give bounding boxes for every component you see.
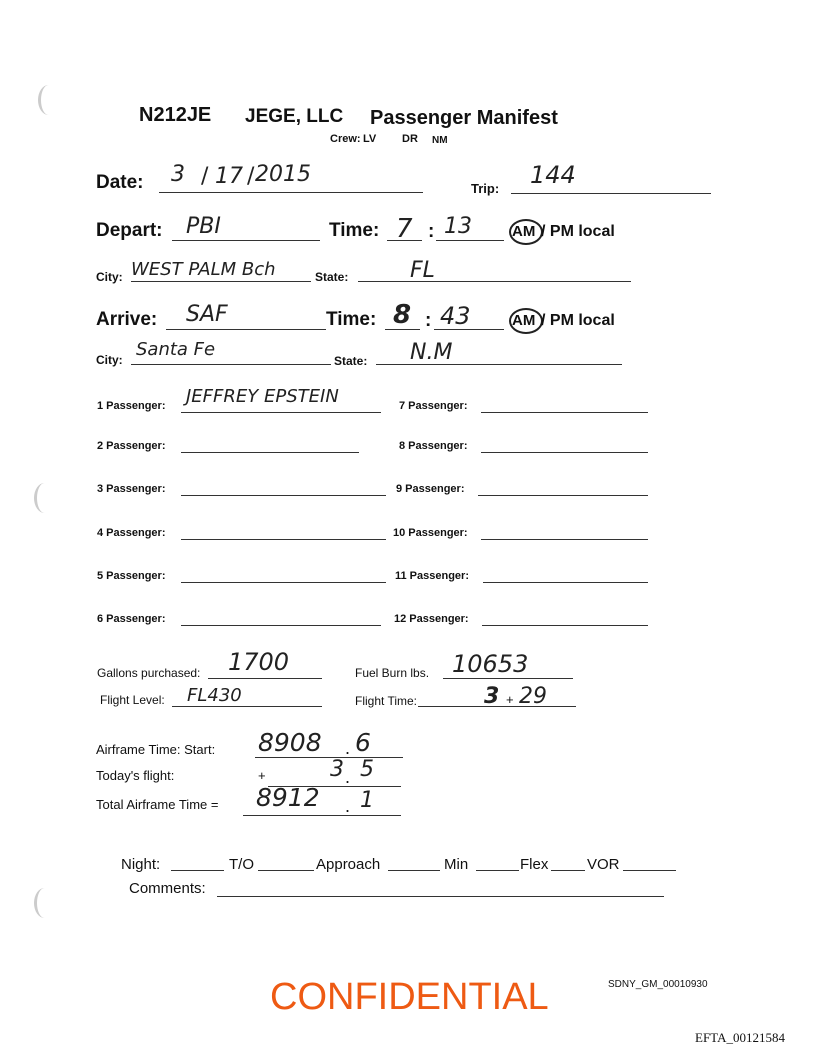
passenger-line (181, 582, 386, 583)
arrive-time-label: Time: (326, 309, 377, 330)
arrive-label: Arrive: (96, 309, 158, 330)
fuel-burn-label: Fuel Burn lbs. (355, 666, 430, 680)
passenger-label: 2 Passenger: (97, 440, 166, 452)
passenger-label: 4 Passenger: (97, 527, 166, 539)
arrive-city: Santa Fe (136, 339, 216, 360)
passenger-label: 3 Passenger: (97, 483, 166, 495)
date-label: Date: (96, 172, 144, 193)
date-day: 17 (215, 164, 243, 189)
arrive-airport: SAF (186, 302, 228, 327)
todays-flight-whole: 3 (330, 757, 344, 782)
depart-airport: PBI (186, 214, 221, 239)
approach-label: Approach (316, 856, 381, 873)
flight-level-label: Flight Level: (100, 693, 165, 707)
passenger-label: 8 Passenger: (399, 440, 468, 452)
depart-city-line (131, 281, 311, 282)
confidential-stamp: CONFIDENTIAL (270, 976, 549, 1018)
comments-line (217, 896, 664, 897)
arrive-state: N.M (410, 340, 453, 365)
passenger-label: 6 Passenger: (97, 613, 166, 625)
document-title: Passenger Manifest (370, 107, 558, 129)
depart-label: Depart: (96, 220, 163, 241)
depart-state: FL (410, 258, 435, 283)
tail-number: N212JE (139, 104, 212, 126)
passenger-label: 12 Passenger: (394, 613, 469, 625)
depart-state-line (358, 281, 631, 282)
depart-minute-line (436, 240, 504, 241)
passenger-label: 5 Passenger: (97, 570, 166, 582)
passenger-line (481, 412, 648, 413)
flight-time-hours: 3 (484, 684, 500, 709)
flight-level-line (172, 706, 322, 707)
todays-flight-plus: + (258, 768, 266, 783)
passenger-line (181, 452, 359, 453)
depart-city: WEST PALM Bch (131, 259, 276, 280)
night-line (171, 870, 224, 871)
date-month: 3 (171, 162, 185, 187)
arrive-city-line (131, 364, 331, 365)
gallons-value: 1700 (228, 648, 290, 676)
crew-label: Crew: (330, 133, 361, 145)
date-separator-2: / (247, 164, 255, 189)
date-separator-1: / (201, 164, 209, 189)
total-airframe-decimal: 1 (360, 788, 374, 813)
passenger-label: 1 Passenger: (97, 400, 166, 412)
flight-time-plus: + (506, 692, 514, 707)
fuel-burn-line (443, 678, 573, 679)
gallons-label: Gallons purchased: (97, 666, 201, 680)
todays-flight-label: Today's flight: (96, 768, 175, 783)
passenger-line (181, 625, 381, 626)
arrive-hour: 8 (393, 300, 412, 330)
passenger-label: 9 Passenger: (396, 483, 465, 495)
gallons-line (208, 678, 322, 679)
comments-label: Comments: (129, 880, 206, 897)
total-airframe-line (243, 815, 401, 816)
total-airframe-label: Total Airframe Time = (96, 797, 219, 812)
depart-time-label: Time: (329, 220, 380, 241)
depart-minute: 13 (444, 214, 472, 239)
vor-line (623, 870, 676, 871)
date-year: 2015 (255, 162, 311, 187)
flex-line (551, 870, 585, 871)
total-airframe-whole: 8912 (256, 783, 320, 812)
arrive-city-label: City: (96, 353, 123, 367)
trip-line (511, 193, 711, 194)
arrive-pm-local: / PM local (541, 312, 615, 329)
night-label: Night: (121, 856, 161, 873)
fuel-burn-value: 10653 (452, 650, 529, 678)
min-line (476, 870, 519, 871)
trip-value: 144 (530, 161, 576, 189)
passenger-line (181, 495, 386, 496)
crew-member-1: LV (363, 133, 377, 145)
binder-hole-top (38, 85, 59, 115)
passenger-label: 10 Passenger: (393, 527, 468, 539)
vor-label: VOR (587, 856, 620, 873)
date-line (159, 192, 423, 193)
depart-pm-local: / PM local (541, 223, 615, 240)
approach-line (388, 870, 440, 871)
airframe-start-whole: 8908 (258, 728, 322, 757)
arrive-minute: 43 (440, 302, 471, 330)
airframe-start-dot: . (345, 738, 351, 758)
airframe-start-decimal: 6 (355, 728, 371, 757)
bates-number: SDNY_GM_00010930 (608, 979, 708, 990)
binder-hole-bottom (34, 888, 55, 918)
arrive-time-colon: : (425, 310, 432, 331)
total-airframe-dot: . (345, 796, 351, 816)
arrive-state-label: State: (334, 354, 368, 368)
passenger-line (181, 412, 381, 413)
depart-city-label: City: (96, 270, 123, 284)
depart-hour: 7 (396, 214, 413, 244)
airframe-start-label: Airframe Time: Start: (96, 742, 216, 757)
trip-label: Trip: (471, 181, 500, 196)
arrive-line (166, 329, 326, 330)
to-line (258, 870, 314, 871)
passenger-line (181, 539, 386, 540)
passenger-label: 11 Passenger: (395, 570, 469, 582)
depart-am: AM (512, 223, 536, 240)
passenger-label: 7 Passenger: (399, 400, 468, 412)
passenger-line (481, 452, 648, 453)
passenger-name: JEFFREY EPSTEIN (186, 386, 339, 407)
flight-level-value: FL430 (187, 685, 242, 706)
efta-number: EFTA_00121584 (695, 1030, 785, 1045)
airframe-start-line (255, 757, 403, 758)
passenger-line (483, 582, 648, 583)
arrive-am: AM (512, 312, 536, 329)
crew-member-2: DR (402, 133, 418, 145)
flex-label: Flex (520, 856, 549, 873)
todays-flight-dot: . (345, 767, 351, 787)
min-label: Min (444, 856, 469, 873)
depart-time-colon: : (428, 221, 435, 242)
binder-hole-middle (34, 483, 55, 513)
flight-time-label: Flight Time: (355, 694, 418, 708)
company-name: JEGE, LLC (245, 106, 344, 127)
passenger-line (478, 495, 648, 496)
passenger-line (481, 539, 648, 540)
todays-flight-decimal: 5 (360, 757, 374, 782)
flight-time-minutes: 29 (519, 684, 547, 709)
to-label: T/O (229, 856, 254, 873)
passenger-line (482, 625, 648, 626)
depart-state-label: State: (315, 270, 349, 284)
crew-member-3: NM (432, 135, 448, 146)
depart-line (172, 240, 320, 241)
